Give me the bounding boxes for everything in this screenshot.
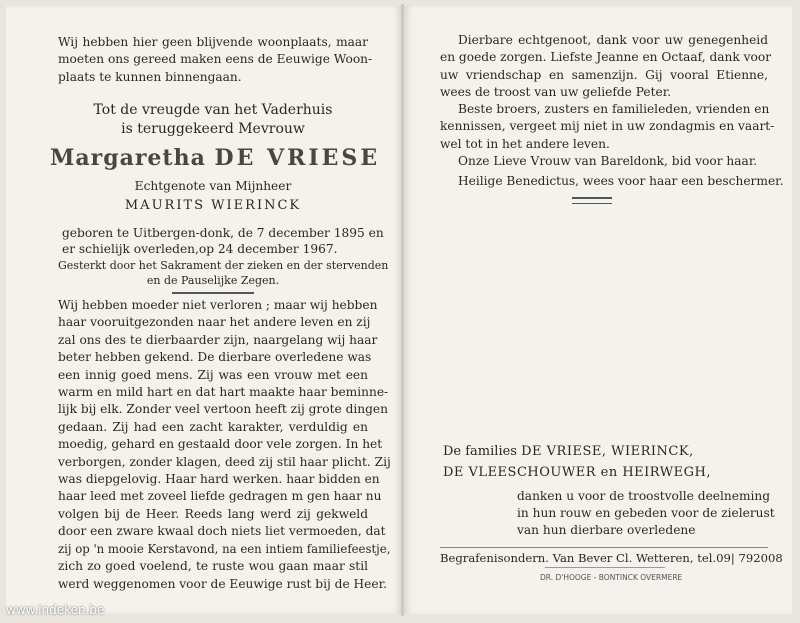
deceased-first-name: Margaretha [50, 145, 206, 171]
thanks-paragraph: Dierbare echtgenoot, dank voor uw genegenheid en goede zorgen. Liefste Jeanne en Octaaf, dank voor uw vriendschap en samenzijn. Gij vooral Etienne, wees de troost van uw geliefde Peter. [440, 33, 772, 100]
intro-paragraph: Wij hebben hier geen blijvende woonplaats, maar moeten ons gereed maken eens de Eeuwige Woon- plaats te kunnen binnengaan. [58, 35, 373, 84]
families-line-1 [443, 444, 694, 460]
family-paragraph: Beste broers, zusters en familieleden, vrienden en kennissen, vergeet mij niet in uw zondagmis en vaart- wel tot in het andere leven. [440, 102, 775, 151]
thanks-line-2: in hun rouw en gebeden voor de zielerust [517, 506, 775, 520]
printer-credit: DR. D'HOOGE - BONTINCK OVERMERE [540, 573, 683, 582]
family-names-1: DE VRIESE, WIERINCK, [521, 444, 694, 459]
deceased-name [50, 144, 381, 172]
memorial-text: Wij hebben moeder niet verloren ; maar wij hebben haar vooruitgezonden naar het andere leven en zij zal ons des te dierbaarder zijn, naargelang wij haar beter hebben gekend. De dierbare overledene was een innig goed mens. Zij was een vrouw met een warm en mild hart en dat hart maakte haar beminne- lijk bij elk. Zonder veel vertoon heeft zij grote dingen gedaan. Zij had een zacht karakter, verduldig en moedig, gehard en gestaald door vele zorgen. In het verborgen, zonder klagen, deed zij stil haar plicht. Zij was diepgelovig. Haar hard werken. haar bidden en haar leed met zoveel liefde gedragen m gen haar nu volgen bij de Heer. Reeds lang werd zij gekweld door een zware kwaal doch niets liet vermoeden, dat zij op 'n mooie Kerstavond, na een intiem familiefeestje, zich zo goed voelend, te ruste wou gaan maar stil werd weggenomen voor de Eeuwige rust bij de Heer. [58, 298, 391, 591]
thanks-line-3: van hun dierbare overledene [517, 523, 696, 537]
divider-left [172, 292, 254, 294]
thanks-line-1: danken u voor de troostvolle deelneming [517, 489, 771, 503]
spouse-label: Echtgenote van Mijnheer [134, 179, 292, 193]
return-line-1: Tot de vreugde van het Vaderhuis [93, 102, 333, 118]
return-line-2: is teruggekeerd Mevrouw [121, 121, 305, 137]
card-fold [401, 4, 404, 616]
printer-rule [545, 567, 665, 568]
deceased-last-name: DE VRIESE [214, 145, 381, 171]
spouse-name: MAURITS WIERINCK [124, 198, 302, 213]
families-line-2: DE VLEESCHOUWER en HEIRWEGH, [443, 465, 711, 480]
sacrament-line-1: Gesterkt door het Sakrament der zieken en der stervenden [58, 259, 389, 272]
divider-right-bottom [572, 203, 612, 204]
birth-line-1: geboren te Uitbergen-donk, de 7 december 1895 en [62, 226, 384, 240]
divider-right-top [572, 197, 612, 199]
birth-line-2: er schielijk overleden,op 24 december 1967. [62, 242, 338, 256]
funeral-home: Begrafenisondern. Van Bever Cl. Wetteren, tel.09| 792008 [440, 551, 783, 565]
prayer-line-1: Onze Lieve Vrouw van Bareldonk, bid voor haar. [458, 154, 758, 168]
watermark: www.indeken.be [6, 603, 105, 617]
families-prefix: De families [443, 444, 517, 459]
footer-rule [440, 547, 768, 548]
sacrament-line-2: en de Pauselijke Zegen. [146, 274, 280, 287]
prayer-line-2: Heilige Benedictus, wees voor haar een beschermer. [458, 174, 784, 188]
